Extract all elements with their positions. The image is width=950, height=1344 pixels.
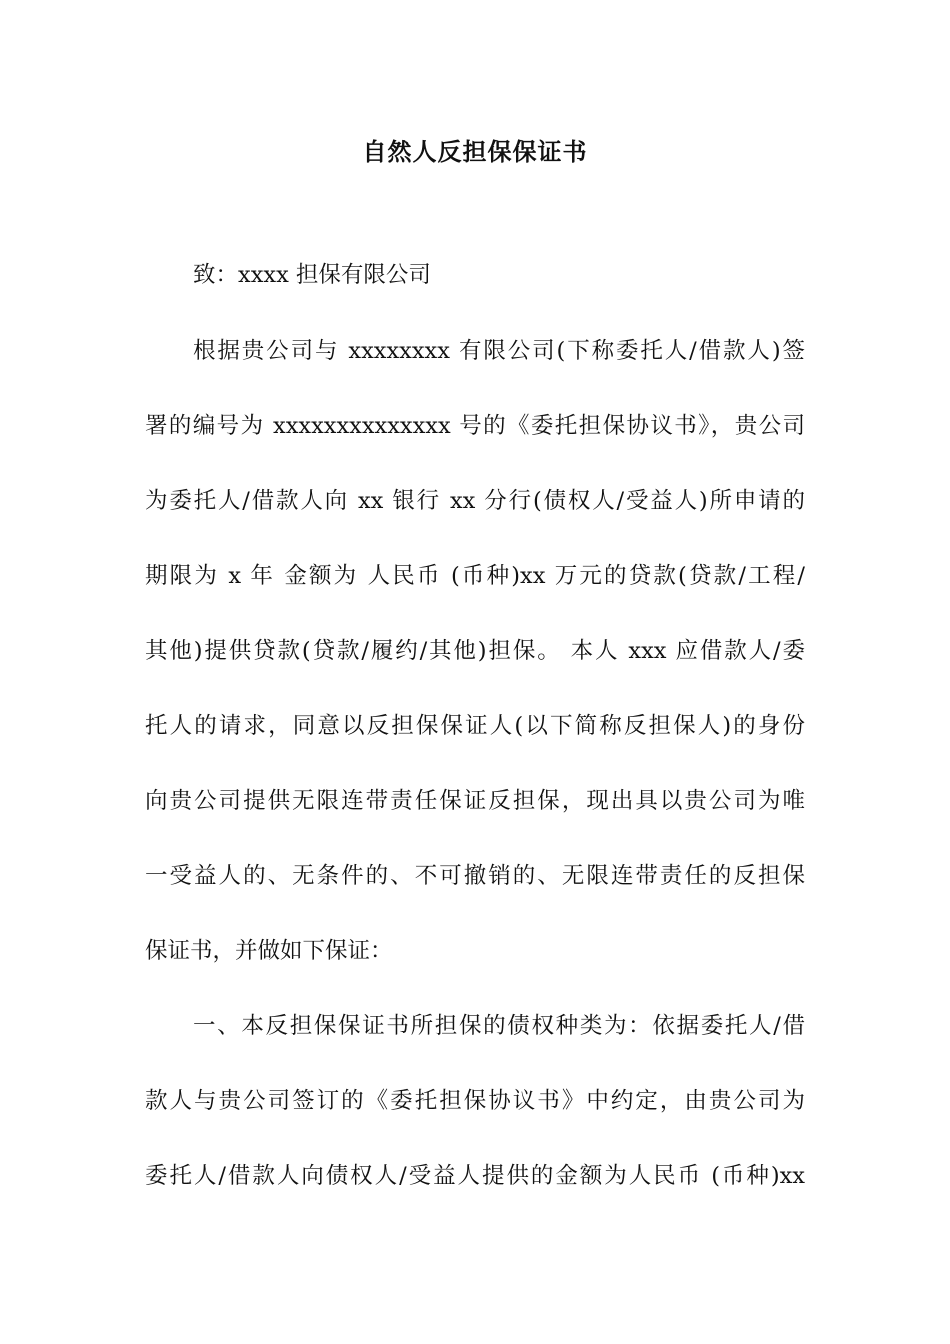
paragraph-line: 根据贵公司与 xxxxxxxx 有限公司(下称委托人/借款人)签 bbox=[193, 338, 805, 364]
paragraph-line: 一受益人的、无条件的、不可撤销的、无限连带责任的反担保 bbox=[145, 863, 805, 889]
addressee-line: 致：xxxx 担保有限公司 bbox=[193, 262, 431, 288]
paragraph-line: 为委托人/借款人向 xx 银行 xx 分行(债权人/受益人)所申请的 bbox=[145, 488, 805, 514]
paragraph-line: 托人的请求，同意以反担保保证人(以下简称反担保人)的身份 bbox=[145, 713, 805, 739]
section-one-line: 一、本反担保保证书所担保的债权种类为：依据委托人/借 bbox=[193, 1013, 805, 1039]
section-one-line: 委托人/借款人向债权人/受益人提供的金额为人民币 (币种)xx bbox=[145, 1163, 805, 1189]
paragraph-line: 向贵公司提供无限连带责任保证反担保，现出具以贵公司为唯 bbox=[145, 788, 805, 814]
paragraph-line: 署的编号为 xxxxxxxxxxxxxx 号的《委托担保协议书》，贵公司 bbox=[145, 413, 805, 439]
paragraph-line: 期限为 x 年 金额为 人民币 (币种)xx 万元的贷款(贷款/工程/ bbox=[145, 563, 805, 589]
paragraph-line: 保证书，并做如下保证： bbox=[145, 938, 393, 964]
section-one-line: 款人与贵公司签订的《委托担保协议书》中约定，由贵公司为 bbox=[145, 1088, 805, 1114]
paragraph-line: 其他)提供贷款(贷款/履约/其他)担保。 本人 xxx 应借款人/委 bbox=[145, 638, 805, 664]
document-title: 自然人反担保保证书 bbox=[362, 138, 588, 166]
